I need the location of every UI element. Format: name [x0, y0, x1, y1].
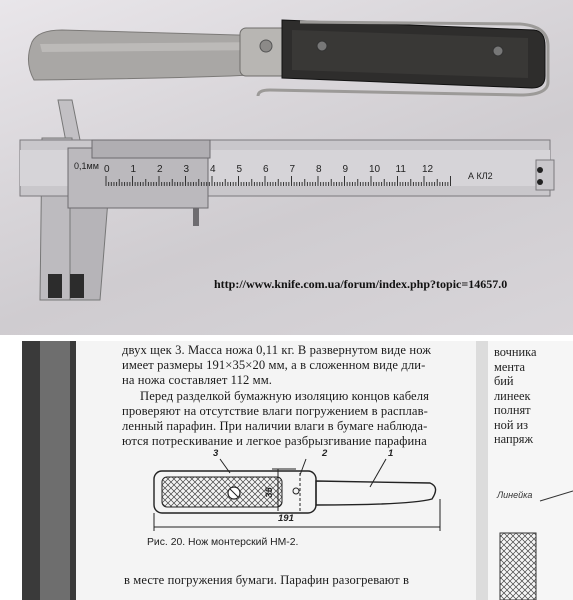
figure-label-3: 3	[213, 448, 219, 459]
dimension-length: 191	[278, 513, 294, 524]
text-line: ются потрескивание и легкое разбрызгивание парафина	[122, 434, 427, 448]
bottom-text-line: в месте погружения бумаги. Парафин разогревают в	[124, 573, 410, 587]
caliper-number: 4	[210, 164, 216, 175]
scanned-book-page	[0, 341, 573, 600]
caliper-number: 2	[157, 164, 163, 175]
caliper-number: 6	[263, 164, 269, 175]
caliper-number: 5	[236, 164, 243, 175]
text-line: двух щек 3. Масса ножа 0,11 кг. В развернутом виде нож	[122, 343, 432, 357]
caliper-number: 1	[130, 164, 137, 175]
text-line: имеет размеры 191×35×20 мм, а в сложенном виде дли-	[122, 358, 426, 372]
right-page-line: напряж	[494, 432, 534, 446]
text-line: проверяют на отсутствие влаги погружением в расплав-	[122, 404, 428, 418]
text-line: ленный парафин. При наличии влаги в бумаге наблюда-	[122, 419, 428, 433]
right-page-line: линеек	[494, 388, 531, 403]
dimension-height: 35	[263, 487, 275, 498]
caliper-number: 12	[422, 164, 434, 175]
source-url: http://www.knife.com.ua/forum/index.php?topic=14657.0	[214, 277, 508, 291]
scan-background	[0, 341, 573, 600]
text-line: Перед разделкой бумажную изоляцию концов кабеля	[140, 389, 430, 403]
figure-label-1: 1	[388, 448, 394, 459]
right-page-line: полнят	[494, 403, 531, 417]
figure-caption: Рис. 20. Нож монтерский НМ-2.	[147, 537, 299, 548]
caliper-number: 11	[395, 164, 406, 175]
right-page-line: мента	[494, 359, 526, 374]
caliper-number: 9	[342, 164, 349, 175]
caliper-number: 10	[369, 164, 381, 175]
caliper-number: 0	[104, 164, 110, 175]
text-line: на ножа составляет 112 мм.	[122, 373, 273, 387]
right-page-label: Линейка	[497, 490, 533, 500]
right-page-line: бий	[494, 374, 514, 388]
figure-label-2: 2	[322, 448, 328, 459]
caliper-number: 8	[316, 164, 322, 175]
right-page-line: ной из	[494, 417, 529, 432]
caliper-maker-mark: А КЛ2	[468, 171, 493, 181]
caliper-number: 7	[289, 164, 296, 175]
caliper-unit-label: 0,1мм	[74, 161, 99, 171]
right-page-line: вочника	[494, 345, 537, 359]
caliper-number: 3	[183, 164, 190, 175]
